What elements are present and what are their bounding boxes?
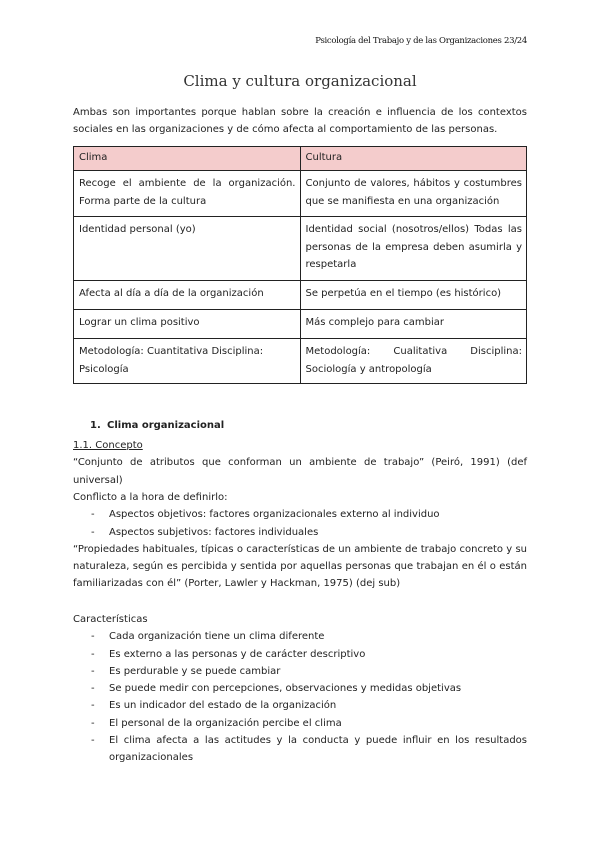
features-label: Características	[73, 614, 148, 625]
table-cell: Conjunto de valores, hábitos y costumbres que se manifiesta en una organización	[300, 171, 527, 217]
table-cell: Identidad personal (yo)	[74, 217, 301, 281]
table-row	[74, 339, 527, 384]
table-cell: Afecta al día a día de la organización	[74, 281, 301, 310]
table-row	[74, 217, 527, 281]
conflict-label: Conflicto a la hora de definirlo:	[73, 492, 228, 503]
table-cell	[74, 339, 301, 384]
features-list	[73, 628, 527, 766]
running-header: Psicología del Trabajo y de las Organizaciones 23/24	[315, 36, 527, 46]
list-item: - Cada organización tiene un clima diferente	[73, 628, 527, 645]
list-item: - El personal de la organización percibe el clima	[73, 715, 527, 732]
table-row	[74, 281, 527, 310]
list-item: - Es perdurable y se puede cambiar	[73, 663, 527, 680]
table-cell: Metodología: Cualitativa Disciplina: Sociología y antropología	[300, 339, 527, 384]
intro-paragraph: Ambas son importantes porque hablan sobre la creación e influencia de los contextos sociales en las organizaciones y de cómo afecta al comportamiento de las personas.	[73, 107, 527, 136]
conflict-block	[73, 489, 527, 593]
section-heading	[90, 420, 225, 431]
table-cell: Se perpetúa en el tiempo (es histórico)	[300, 281, 527, 310]
definition-2: “Propiedades habituales, típicas o características de un ambiente de trabajo concreto y su naturaleza, según es percibida y sentida por aquellas personas que trabajan en él o están familiarizadas con él” (Porter, Lawler y Hackman, 1975) (dej sub)	[73, 543, 527, 590]
list-item: - Aspectos subjetivos: factores individuales	[73, 524, 527, 541]
comparison-table	[73, 146, 527, 384]
table-header-cell: Cultura	[300, 147, 527, 171]
section-title: Clima organizacional	[107, 420, 225, 431]
table-cell: Más complejo para cambiar	[300, 310, 527, 339]
table-header-cell: Clima	[74, 147, 301, 171]
list-item: - Es un indicador del estado de la organización	[73, 697, 527, 714]
list-item: - Aspectos objetivos: factores organizacionales externo al individuo	[73, 506, 527, 523]
features-block	[73, 611, 527, 767]
subheading: 1.1. Concepto	[73, 440, 143, 451]
cell-text: Metodología: Cuantitativa Disciplina: Psicología	[79, 346, 264, 375]
list-item: - El clima afecta a las actitudes y la conducta y puede influir en los resultados organizacionales	[73, 732, 527, 767]
section-number: 1.	[90, 420, 101, 431]
table-cell: Recoge el ambiente de la organización. Forma parte de la cultura	[74, 171, 301, 217]
table-row	[74, 310, 527, 339]
table-row	[74, 171, 527, 217]
list-item: - Es externo a las personas y de carácter descriptivo	[73, 646, 527, 663]
table-cell: Lograr un clima positivo	[74, 310, 301, 339]
definition-1: “Conjunto de atributos que conforman un ambiente de trabajo” (Peiró, 1991) (def universal)	[73, 457, 527, 486]
concept-block	[73, 437, 527, 489]
table-header-row	[74, 147, 527, 171]
list-item: - Se puede medir con percepciones, observaciones y medidas objetivas	[73, 680, 527, 697]
page-title: Clima y cultura organizacional	[183, 72, 417, 90]
table-cell: Identidad social (nosotros/ellos) Todas las personas de la empresa deben asumirla y respetarla	[300, 217, 527, 281]
conflict-list	[73, 506, 527, 541]
